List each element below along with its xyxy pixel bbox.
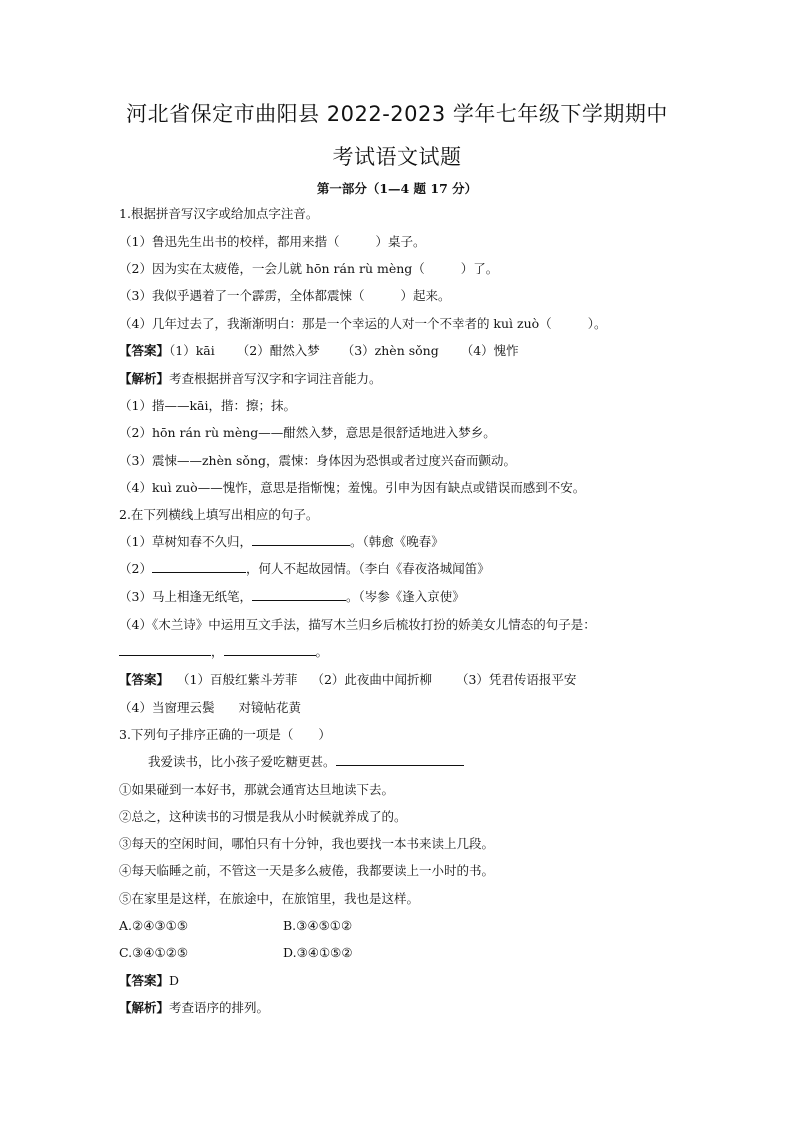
q3-sentence-4: ④每天临睡之前，不管这一天是多么疲倦，我都要读上一小时的书。	[119, 863, 495, 878]
q3-analysis: 【解析】考查语序的排列。	[119, 1000, 270, 1015]
answer-blank	[252, 533, 350, 546]
q1-analysis-2: （2）hōn rán rù mèng——酣然入梦，意思是很舒适地进入梦乡。	[119, 425, 496, 440]
q2-item-1: （1）草树知春不久归， 。（韩愈《晚春》	[119, 534, 444, 549]
q2-item-2: （2） ，何人不起故园情。（李白《春夜洛城闻笛》	[119, 561, 490, 576]
answer-blank	[336, 753, 464, 766]
answer-blank	[224, 643, 316, 656]
page-title-line2: 考试语文试题	[332, 145, 462, 169]
q3-lead: 我爱读书，比小孩子爱吃糖更甚。	[148, 753, 464, 771]
q2-stem: 2.在下列横线上填写出相应的句子。	[119, 507, 319, 522]
q1-item-2: （2）因为实在太疲倦，一会儿就 hōn rán rù mèng（ ）了。	[119, 261, 499, 276]
q3-option-d: D.③④①⑤②	[283, 945, 353, 960]
page-title-line1: 河北省保定市曲阳县 2022-2023 学年七年级下学期期中	[126, 102, 668, 126]
q3-option-b: B.③④⑤①②	[283, 918, 353, 933]
q2-answer: 【答案】 （1）百般红紫斗芳菲 （2）此夜曲中闻折柳 （3）凭君传语报平安	[119, 672, 577, 687]
answer-blank	[119, 643, 211, 656]
q3-option-c: C.③④①②⑤	[119, 945, 189, 960]
q1-answer: 【答案】（1）kāi （2）酣然入梦 （3）zhèn sǒng （4）愧怍	[119, 343, 519, 358]
q1-item-4: （4）几年过去了，我渐渐明白：那是一个幸运的人对一个不幸者的 kuì zuò（ ）。	[119, 316, 607, 331]
q3-answer: 【答案】D	[119, 973, 180, 988]
q1-analysis-3: （3）震悚——zhèn sǒng，震悚：身体因为恐惧或者过度兴奋而颤动。	[119, 453, 517, 468]
q1-item-3: （3）我似乎遇着了一个霹雳，全体都震悚（ ）起来。	[119, 288, 451, 303]
q2-answer-cont: （4）当窗理云鬓 对镜帖花黄	[119, 700, 301, 715]
q3-sentence-5: ⑤在家里是这样，在旅途中，在旅馆里，我也是这样。	[119, 891, 420, 906]
q3-sentence-1: ①如果碰到一本好书，那就会通宵达旦地读下去。	[119, 782, 395, 797]
q3-sentence-2: ②总之，这种读书的习惯是我从小时候就养成了的。	[119, 809, 407, 824]
section-header: 第一部分（1—4 题 17 分）	[316, 181, 478, 196]
q1-stem: 1.根据拼音写汉字或给加点字注音。	[119, 206, 319, 221]
q3-stem: 3.下列句子排序正确的一项是（ ）	[119, 727, 331, 742]
q2-item-3: （3）马上相逢无纸笔， 。（岑参《逢入京使》	[119, 589, 465, 604]
answer-blank	[252, 588, 346, 601]
q1-analysis-4: （4）kuì zuò——愧怍，意思是指惭愧；羞愧。引申为因有缺点或错误而感到不安。	[119, 480, 586, 495]
q3-option-a: A.②④③①⑤	[119, 918, 189, 933]
answer-blank	[152, 560, 246, 573]
q3-sentence-3: ③每天的空闲时间，哪怕只有十分钟，我也要找一本书来读上几段。	[119, 836, 495, 851]
q2-item-4: （4）《木兰诗》中运用互文手法，描写木兰归乡后梳妆打扮的娇美女儿情态的句子是：	[119, 617, 596, 632]
q2-item-4-blanks: ， 。	[119, 643, 328, 661]
q1-analysis-1: （1）揩——kāi，揩：擦；抹。	[119, 398, 296, 413]
q1-item-1: （1）鲁迅先生出书的校样，都用来揩（ ）桌子。	[119, 234, 426, 249]
q1-analysis: 【解析】考查根据拼音写汉字和字词注音能力。	[119, 371, 382, 386]
